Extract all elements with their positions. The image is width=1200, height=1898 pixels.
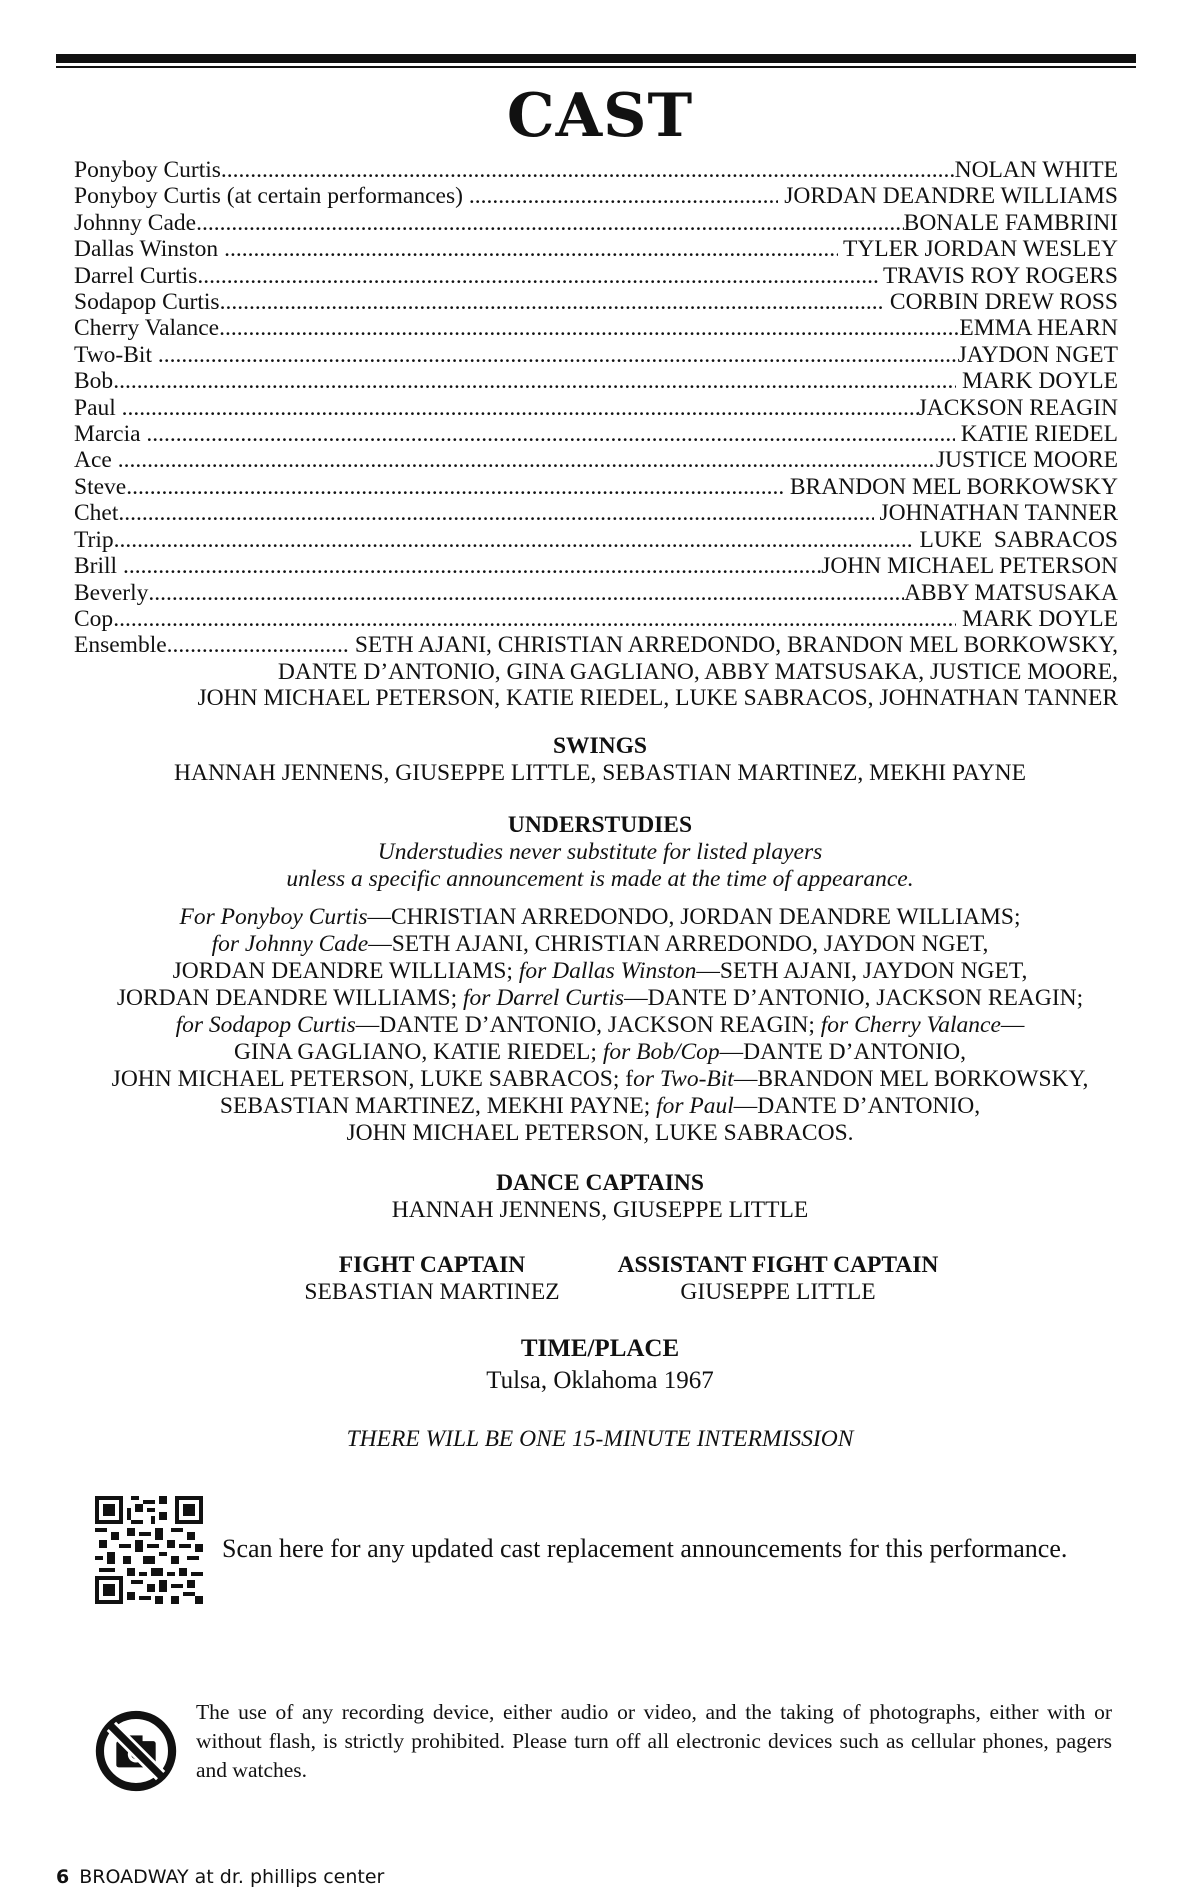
cast-actor: MARK DOYLE: [956, 368, 1118, 395]
cast-role: Johnny Cade: [74, 209, 197, 236]
cast-actor: JORDAN DEANDRE WILLIAMS: [778, 183, 1118, 210]
leader-dots: [158, 342, 958, 368]
understudy-names: —DANTE D’ANTONIO, JACKSON REAGIN;: [624, 985, 1084, 1011]
cast-role: Marcia: [74, 421, 147, 448]
fight-captain-name: SEBASTIAN MARTINEZ: [304, 1279, 560, 1305]
cast-row: [74, 447, 1118, 473]
leader-dots: [219, 315, 959, 341]
swings-section: [0, 733, 1200, 787]
understudy-role: for Johnny Cade: [211, 931, 369, 957]
fight-captain-heading: FIGHT CAPTAIN: [338, 1252, 526, 1278]
cast-row: [74, 342, 1118, 368]
cast-actor: JUSTICE MOORE: [935, 447, 1118, 474]
page-number: 6: [56, 1866, 70, 1888]
time-place-heading: TIME/PLACE: [520, 1335, 680, 1362]
cast-role: Brill: [74, 553, 123, 580]
cast-role: Steve: [74, 473, 127, 500]
understudy-role: for Paul: [656, 1093, 734, 1119]
cast-row: [74, 368, 1118, 394]
top-rule-thin: [56, 66, 1136, 68]
recording-notice: The use of any recording device, either audio or video, and the taking of photographs, either with or without flash, is strictly prohibited. Please turn off all electronic devices such as cellular phones, pagers and watches.: [196, 1700, 1112, 1782]
leader-dots: [221, 157, 955, 183]
leader-dots: [123, 553, 821, 579]
fight-captain: [282, 1252, 582, 1306]
dance-captains-names: HANNAH JENNENS, GIUSEPPE LITTLE: [391, 1197, 809, 1223]
cast-actor: CORBIN DREW ROSS: [884, 289, 1118, 316]
swings-names: HANNAH JENNENS, GIUSEPPE LITTLE, SEBASTIAN MARTINEZ, MEKHI PAYNE: [174, 760, 1026, 786]
ensemble-row: [74, 632, 1118, 658]
cast-row: [74, 474, 1118, 500]
page-footer: [56, 1866, 384, 1888]
understudy-role: For Ponyboy Curtis: [179, 904, 368, 930]
understudy-line: [0, 1039, 1200, 1066]
understudy-names: SEBASTIAN MARTINEZ, MEKHI PAYNE;: [219, 1093, 657, 1119]
understudy-role: for Darrel Curtis: [463, 985, 625, 1011]
understudy-names: —DANTE D’ANTONIO,: [719, 1039, 966, 1065]
understudies-heading: UNDERSTUDIES: [507, 812, 693, 838]
understudy-names: JORDAN DEANDRE WILLIAMS;: [116, 985, 464, 1011]
cast-role: Ponyboy Curtis (at certain performances): [74, 183, 469, 210]
cast-actor: EMMA HEARN: [959, 315, 1118, 342]
cast-row: [74, 580, 1118, 606]
cast-actor: JOHN MICHAEL PETERSON: [821, 553, 1118, 580]
ensemble-names-line-1: SETH AJANI, CHRISTIAN ARREDONDO, BRANDON MEL BORKOWSKY,: [348, 632, 1118, 659]
leader-dots: [167, 632, 349, 658]
understudy-names: JORDAN DEANDRE WILLIAMS;: [172, 958, 519, 984]
qr-code-icon[interactable]: [95, 1496, 203, 1604]
cast-actor: KATIE RIEDEL: [954, 421, 1118, 448]
cast-role: Chet: [74, 500, 119, 527]
cast-actor: JAYDON NGET: [957, 341, 1118, 368]
cast-role: Paul: [74, 394, 122, 421]
time-place-section: [0, 1334, 1200, 1398]
understudy-lines: [0, 904, 1200, 1147]
swings-heading: SWINGS: [552, 733, 648, 759]
understudy-names: —: [1000, 1012, 1025, 1038]
understudy-role: or Two-Bit: [633, 1066, 734, 1092]
assistant-fight-captain-name: GIUSEPPE LITTLE: [680, 1279, 876, 1305]
leader-dots: [469, 183, 779, 209]
leader-dots: [224, 236, 837, 262]
cast-role: Cop: [74, 605, 114, 632]
understudy-names: JOHN MICHAEL PETERSON, LUKE SABRACOS.: [346, 1120, 854, 1146]
leader-dots: [146, 421, 954, 447]
understudies-note-1: Understudies never substitute for listed players: [377, 839, 823, 865]
cast-row: [74, 500, 1118, 526]
leader-dots: [118, 500, 873, 526]
cast-actor: BRANDON MEL BORKOWSKY: [783, 473, 1118, 500]
understudy-line: [0, 1093, 1200, 1120]
top-rule-thick: [56, 54, 1136, 63]
publication-name: BROADWAY at dr. phillips center: [79, 1866, 385, 1888]
cast-role: Ponyboy Curtis: [74, 157, 221, 183]
cast-role: Two-Bit: [74, 341, 158, 368]
cast-row: [74, 210, 1118, 236]
intermission-note: THERE WILL BE ONE 15-MINUTE INTERMISSION: [346, 1426, 854, 1452]
understudy-names: —BRANDON MEL BORKOWSKY,: [733, 1066, 1089, 1092]
cast-actor: TRAVIS ROY ROGERS: [877, 262, 1118, 289]
cast-row: [74, 263, 1118, 289]
ensemble-role: Ensemble: [74, 632, 167, 659]
cast-row: [74, 553, 1118, 579]
cast-role: Bob: [74, 368, 114, 395]
cast-row: [74, 315, 1118, 341]
understudy-names: —SETH AJANI, CHRISTIAN ARREDONDO, JAYDON NGET,: [368, 931, 989, 957]
understudy-names: —DANTE D’ANTONIO,: [733, 1093, 981, 1119]
cast-actor: TYLER JORDAN WESLEY: [837, 236, 1118, 263]
cast-actor: MARK DOYLE: [956, 605, 1118, 632]
cast-row: [74, 421, 1118, 447]
assistant-fight-captain: [608, 1252, 948, 1306]
leader-dots: [113, 368, 956, 394]
understudy-role: for Bob/Cop: [602, 1039, 720, 1065]
ensemble-names-line-2: DANTE D’ANTONIO, GINA GAGLIANO, ABBY MATSUSAKA, JUSTICE MOORE,: [277, 658, 1118, 685]
understudy-names: GINA GAGLIANO, KATIE RIEDEL;: [234, 1039, 603, 1065]
cast-row: [74, 395, 1118, 421]
leader-dots: [118, 447, 936, 473]
cast-role: Sodapop Curtis: [74, 289, 220, 316]
cast-role: Dallas Winston: [74, 236, 225, 263]
understudy-line: [0, 985, 1200, 1012]
cast-role: Ace: [74, 447, 118, 474]
understudy-names: —DANTE D’ANTONIO, JACKSON REAGIN;: [355, 1012, 821, 1038]
cast-actor: BONALE FAMBRINI: [903, 209, 1118, 236]
cast-actor: JACKSON REAGIN: [917, 394, 1118, 421]
leader-dots: [196, 210, 904, 236]
understudy-line: [0, 1120, 1200, 1147]
cast-role: Darrel Curtis: [74, 262, 198, 289]
understudy-line: [0, 958, 1200, 985]
understudy-line: [0, 904, 1200, 931]
cast-row: [74, 183, 1118, 209]
cast-row: [74, 606, 1118, 632]
leader-dots: [114, 527, 914, 553]
leader-dots: [220, 289, 884, 315]
assistant-fight-captain-heading: ASSISTANT FIGHT CAPTAIN: [617, 1252, 939, 1278]
cast-row: [74, 527, 1118, 553]
understudy-names: —SETH AJANI, JAYDON NGET,: [696, 958, 1028, 984]
cast-list: [74, 157, 1118, 712]
leader-dots: [113, 606, 956, 632]
understudy-role: for Sodapop Curtis: [175, 1012, 356, 1038]
cast-row: [74, 236, 1118, 262]
no-camera-icon: [95, 1710, 177, 1792]
ensemble-names-line-3: JOHN MICHAEL PETERSON, KATIE RIEDEL, LUKE SABRACOS, JOHNATHAN TANNER: [197, 685, 1118, 712]
cast-actor: LUKE SABRACOS: [913, 526, 1118, 553]
cast-role: Trip: [74, 526, 114, 553]
cast-actor: NOLAN WHITE: [954, 157, 1118, 183]
leader-dots: [126, 474, 784, 500]
understudy-line: [0, 1012, 1200, 1039]
cast-row: [74, 289, 1118, 315]
understudies-note-2: unless a specific announcement is made at the time of appearance.: [286, 866, 914, 892]
leader-dots: [148, 580, 904, 606]
dance-captains-section: [0, 1170, 1200, 1224]
understudy-names: —CHRISTIAN ARREDONDO, JORDAN DEANDRE WILLIAMS;: [367, 904, 1021, 930]
cast-actor: ABBY MATSUSAKA: [904, 579, 1118, 606]
understudy-line: [0, 931, 1200, 958]
dance-captains-heading: DANCE CAPTAINS: [496, 1170, 704, 1196]
understudy-role: for Cherry Valance: [820, 1012, 1001, 1038]
cast-role: Beverly: [74, 579, 149, 606]
leader-dots: [122, 395, 918, 421]
qr-caption: Scan here for any updated cast replacement announcements for this performance.: [222, 1534, 1068, 1563]
time-place-value: Tulsa, Oklahoma 1967: [486, 1367, 714, 1394]
leader-dots: [197, 263, 877, 289]
page-title: CAST: [506, 81, 694, 151]
cast-row: [74, 157, 1118, 183]
understudy-role: for Dallas Winston: [518, 958, 697, 984]
cast-actor: JOHNATHAN TANNER: [873, 500, 1118, 527]
understudy-line: [0, 1066, 1200, 1093]
understudies-section: [0, 812, 1200, 1147]
cast-role: Cherry Valance: [74, 315, 220, 342]
understudy-names: JOHN MICHAEL PETERSON, LUKE SABRACOS; f: [111, 1066, 634, 1092]
